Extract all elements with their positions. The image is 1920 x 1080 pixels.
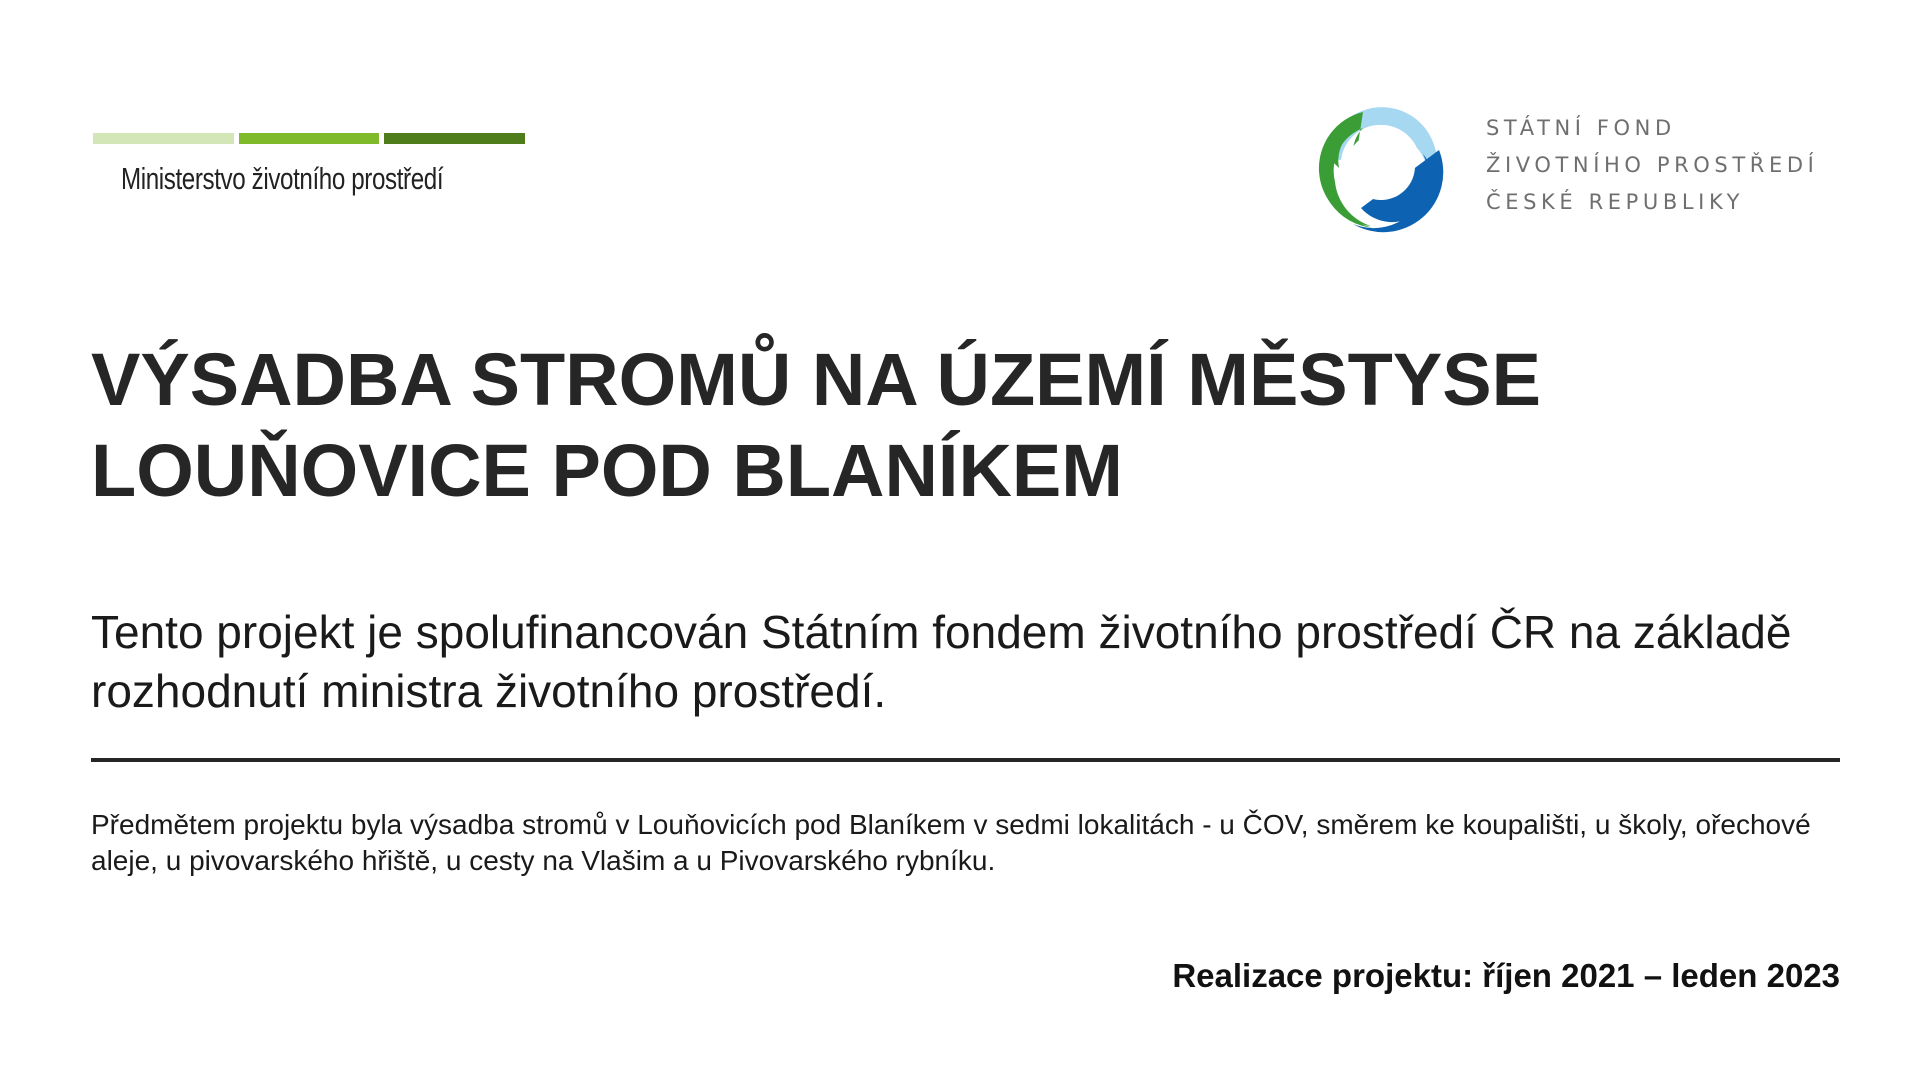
fund-name-line-2: ŽIVOTNÍHO PROSTŘEDÍ (1486, 153, 1819, 177)
funding-statement: Tento projekt je spolufinancován Státním fondem životního prostředí ČR na základě rozhodnutí ministra životního prostředí. (91, 606, 1792, 717)
logo-bar-medium (239, 133, 380, 144)
ministry-logo (93, 133, 525, 197)
fund-emblem-icon (1305, 90, 1455, 240)
logo-bar-dark (384, 133, 525, 144)
fund-name-line-3: ČESKÉ REPUBLIKY (1486, 190, 1745, 214)
logo-bar-light (93, 133, 234, 144)
fund-name-line-1: STÁTNÍ FOND (1486, 116, 1676, 140)
project-title: VÝSADBA STROMŮ NA ÚZEMÍ MĚSTYSE LOUŇOVICE POD BLANÍKEM (91, 338, 1541, 512)
ministry-logo-bars (93, 133, 525, 144)
fund-name (1486, 115, 1818, 215)
divider (91, 758, 1840, 762)
realization-period: Realizace projektu: říjen 2021 – leden 2023 (1172, 957, 1840, 994)
ministry-name: Ministerstvo životního prostředí (121, 161, 444, 196)
project-description: Předmětem projektu byla výsadba stromů v Louňovicích pod Blaníkem v sedmi lokalitách - u ČOV, směrem ke koupališti, u školy, ořechové aleje, u pivovarského hřiště, u cesty na Vlašim a u Pivovarského rybníku. (91, 809, 1811, 876)
fund-logo (1305, 90, 1818, 240)
